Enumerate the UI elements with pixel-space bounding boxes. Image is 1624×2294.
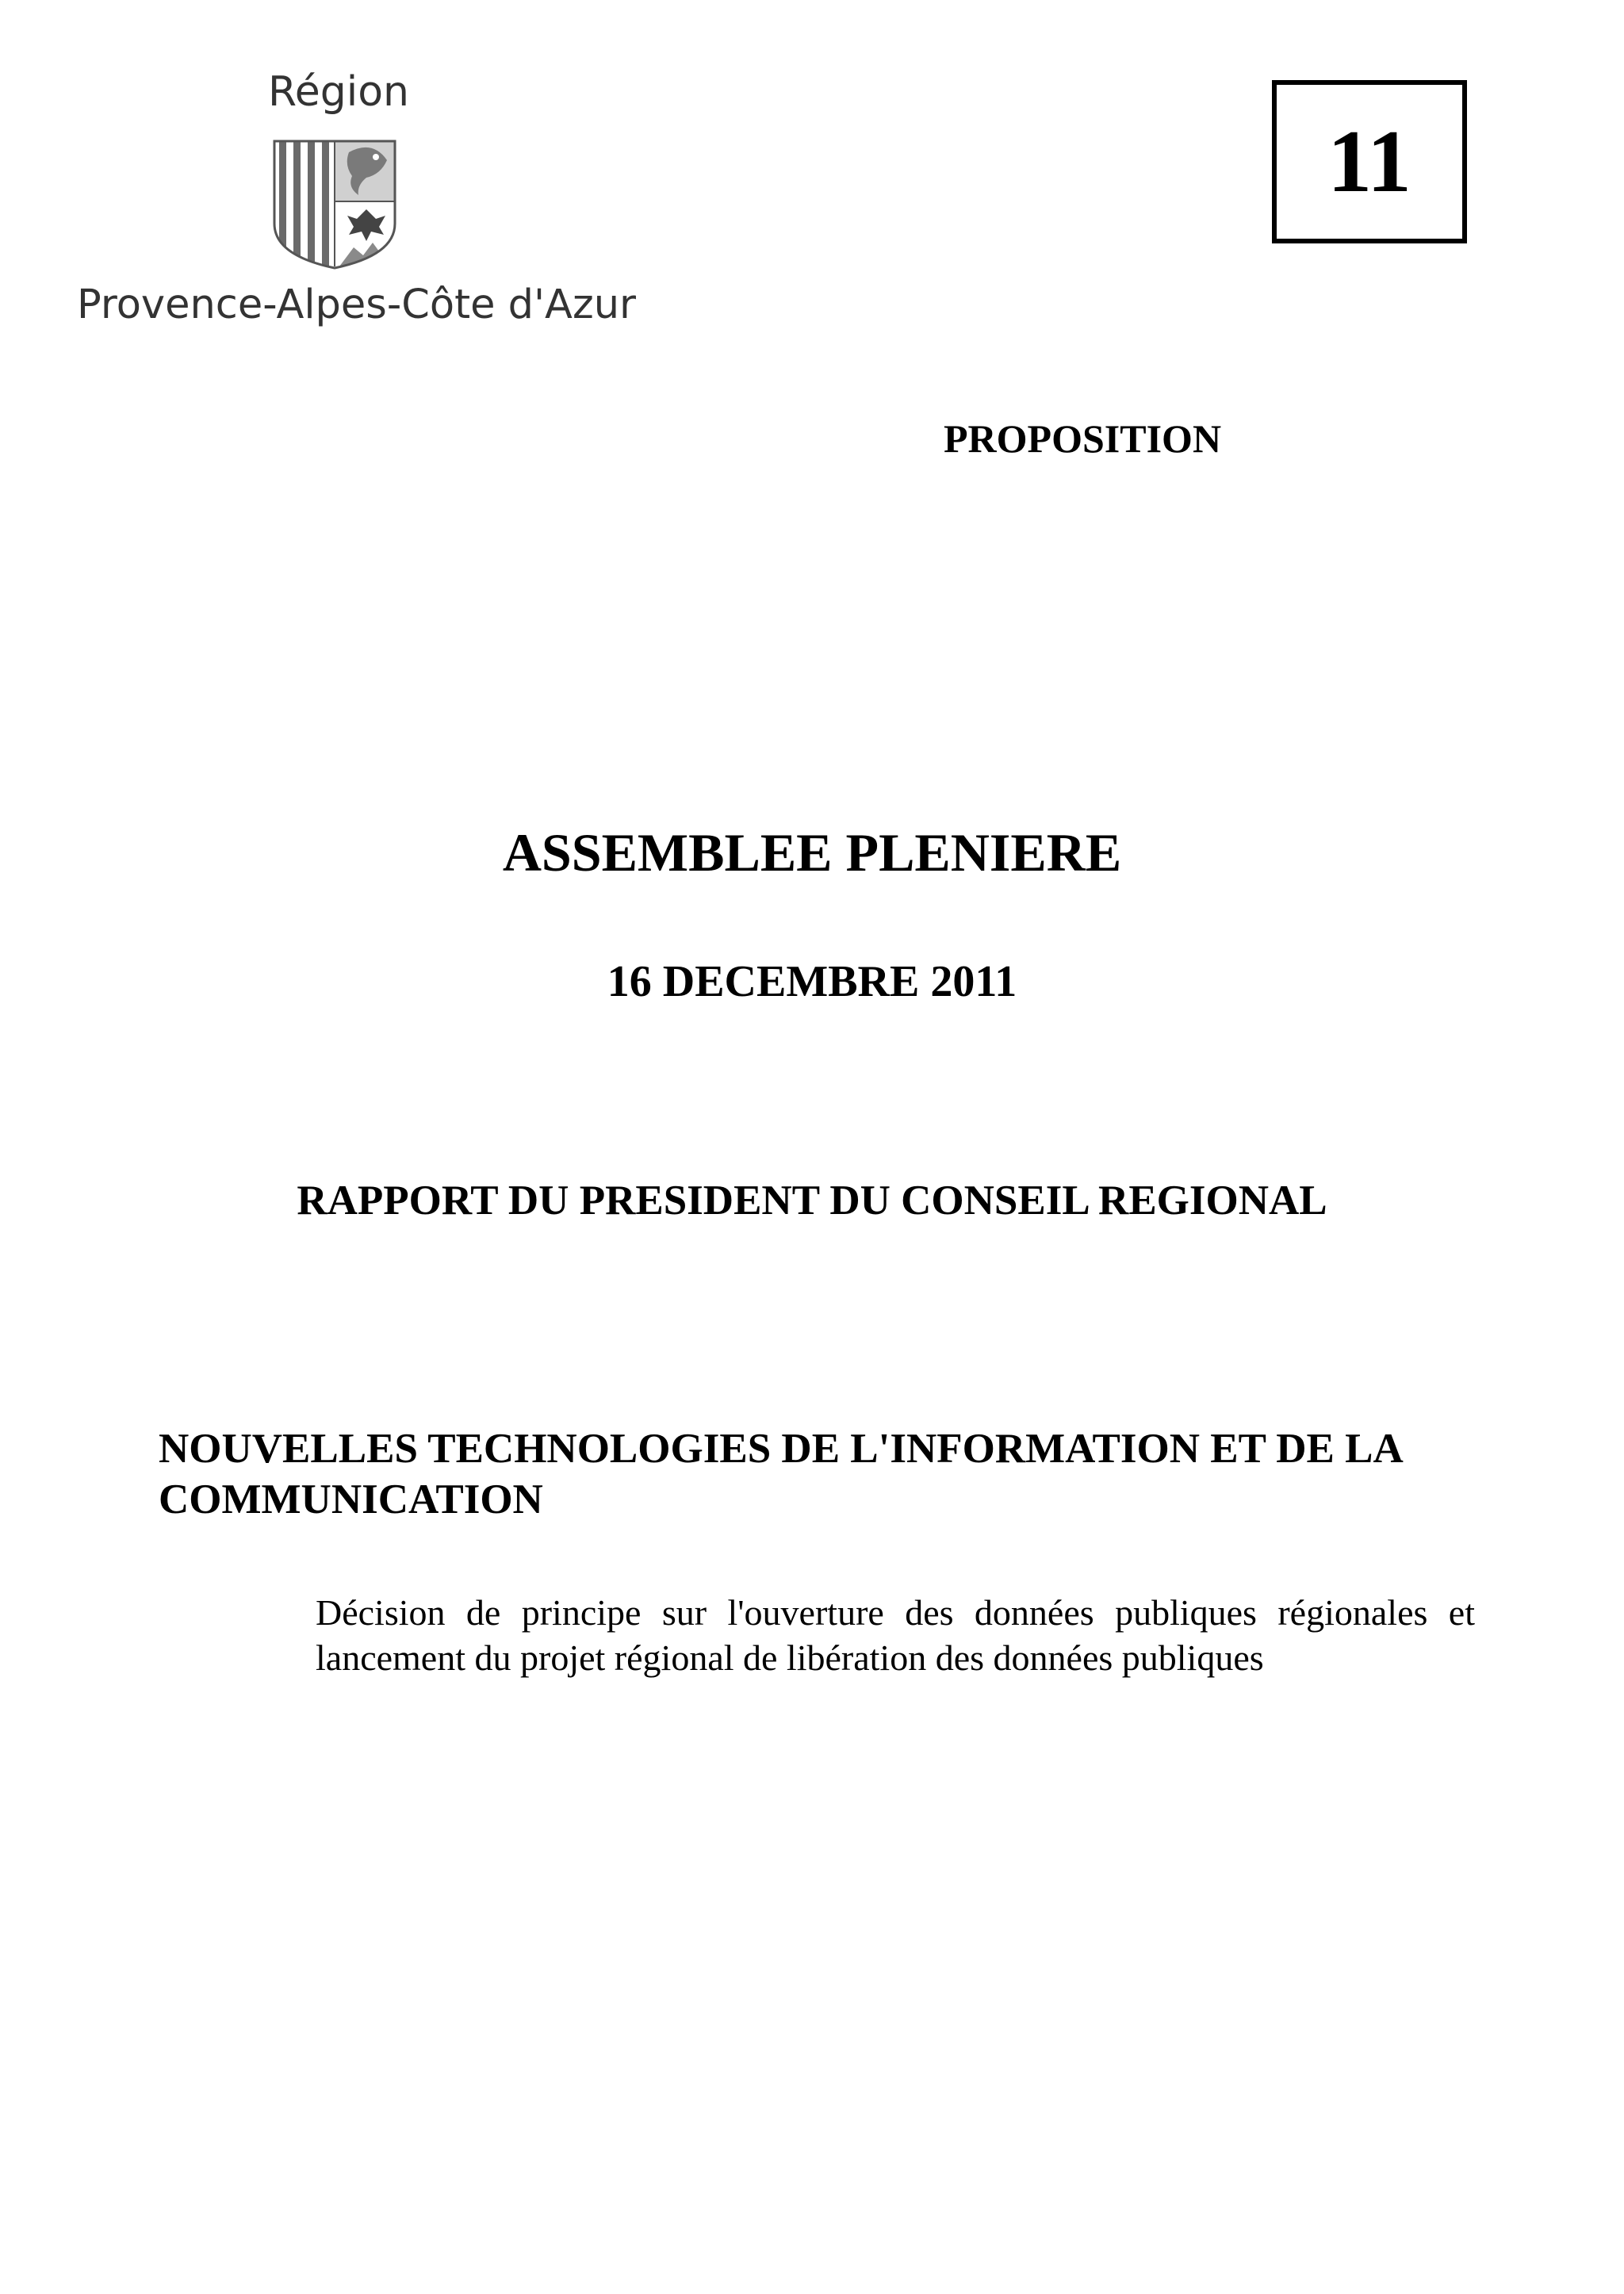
document-number: 11 [1327, 112, 1411, 211]
topic-heading: NOUVELLES TECHNOLOGIES DE L'INFORMATION ET DE LA COMMUNICATION [159, 1426, 1401, 1522]
report-heading: RAPPORT DU PRESIDENT DU CONSEIL REGIONAL [297, 1178, 1327, 1224]
logo-region-text: Région [268, 68, 410, 116]
assembly-date: 16 DECEMBRE 2011 [607, 957, 1017, 1006]
description-paragraph: Décision de principe sur l'ouverture des données publiques régionales et lancement du projet régional de libération des données publiques [316, 1592, 1475, 1678]
assembly-title: ASSEMBLEE PLENIERE [502, 822, 1122, 883]
document-number-box [1272, 80, 1467, 243]
coat-of-arms-icon [271, 136, 398, 271]
document-label: PROPOSITION [944, 416, 1222, 461]
logo-region-name: Provence-Alpes-Côte d'Azur [77, 281, 637, 328]
